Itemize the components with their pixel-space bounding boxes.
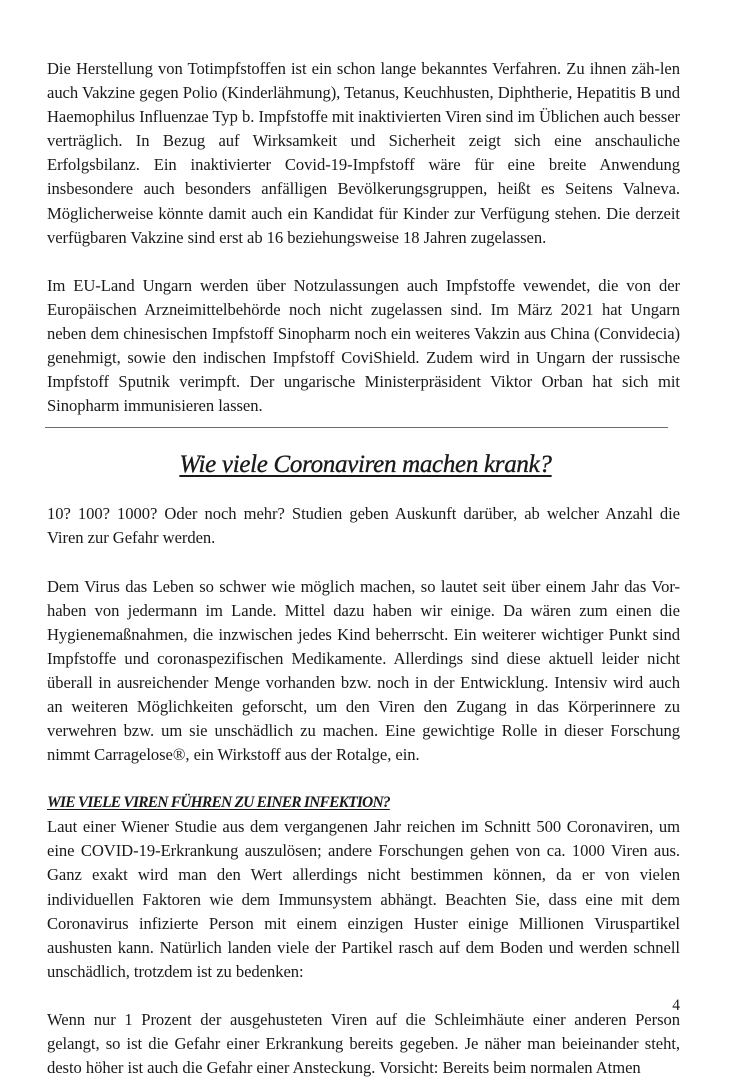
paragraph-totimpfstoffe: Die Herstellung von Totimpfstoffen ist ein schon lange bekanntes Verfahren. Zu ihnen zäh-len auch Vakzine gegen Polio (Kinderlähmung), Tetanus, Keuchhusten, Diphtherie, Hepatitis B und Haemophilus Influenzae Typ b. Impfstoffe mit inaktivierten Viren sind im Üblichen auch besser verträglich. In Bezug auf Wirksamkeit und Sicherheit zeigt sich eine anschauliche Erfolgsbilanz. Ein inaktivierter Covid-19-Impfstoff wäre für eine breite Anwendung insbesondere auch besonders anfälligen Bevölkerungsgruppen, heißt es Seitens Valneva. Möglicherweise könnte damit auch ein Kandidat für Kinder zur Verfügung stehen. Die derzeit verfügbaren Vakzine sind erst ab 16 beziehungsweise 18 Jahren zugelassen.	[47, 59, 680, 247]
paragraph-gap	[47, 767, 680, 791]
spacer	[47, 428, 680, 450]
paragraph-intro-question: 10? 100? 1000? Oder noch mehr? Studien geben Auskunft darüber, ab welcher Anzahl die Viren zur Gefahr werden.	[47, 504, 680, 548]
paragraph-ungarn: Im EU-Land Ungarn werden über Notzulassungen auch Impfstoffe vewendet, die von der Europäischen Arzneimittelbehörde noch nicht zugelassen sind. Im März 2021 hat Ungarn neben dem chinesischen Impfstoff Sinopharm noch ein weiteres Vakzin aus China (Convidecia) genehmigt, sowie den indischen Impfstoff CoviShield. Zudem wird in Ungarn der russische Impfstoff Sputnik verimpft. Der ungarische Ministerpräsident Viktor Orban hat sich mit Sinopharm immunisieren lassen.	[47, 275, 680, 416]
paragraph-wiener-studie: Laut einer Wiener Studie aus dem vergangenen Jahr reichen im Schnitt 500 Coronaviren, um eine COVID-19-Erkrankung auszulösen; andere Forschungen gehen von ca. 1000 Viren aus. Ganz exakt wird man den Wert allerdings nicht bestimmen können, da er von vielen individuellen Faktoren wie dem Immunsystem abhängt. Beachten Sie, dass eine mit dem Coronavirus infizierte Person mit einem einzigen Huster einige Millionen Viruspartikel aushusten kann. Natürlich landen viele der Partikel rasch auf dem Boden und werden schnell unschädlich, trotzdem ist zu bedenken:	[47, 817, 680, 981]
section-title: Wie viele Coronaviren machen krank?	[179, 451, 552, 479]
paragraph-gap	[47, 984, 680, 1008]
paragraph-virus-leben: Dem Virus das Leben so schwer wie möglich machen, so lautet seit über einem Jahr das Vor-haben von jedermann im Lande. Mittel dazu haben wir einige. Da wären zum einen die Hygienemaßnahmen, die inzwischen jedes Kind beherrscht. Ein weiterer wichtiger Punkt sind Impfstoffe und coronaspezifischen Medikamente. Allerdings sind diese aktuell leider nicht überall in ausreichender Menge vorhanden bzw. noch in der Entwicklung. Intensiv wird auch an weiteren Möglichkeiten geforscht, um den Viren den Zugang in das Körperinnere zu verwehren bzw. um sie unschädlich zu machen. Eine gewichtige Rolle in dieser Forschung nimmt Carragelose®, ein Wirkstoff aus der Rotalge, ein.	[47, 576, 680, 765]
paragraph-gap	[47, 551, 680, 575]
document-page	[47, 57, 680, 1080]
spacer	[47, 480, 680, 502]
paragraph-ein-prozent: Wenn nur 1 Prozent der ausgehusteten Viren auf die Schleimhäute einer anderen Person gelangt, so ist die Gefahr einer Erkrankung bereits gegeben. Je näher man beieinander steht, desto höher ist auch die Gefahr einer Ansteckung. Vorsicht: Bereits beim normalen Atmen	[47, 1009, 680, 1078]
page-number: 4	[672, 997, 680, 1014]
subheading-infektion: WIE VIELE VIREN FÜHREN ZU EINER INFEKTION?	[47, 794, 390, 812]
paragraph-gap	[47, 250, 680, 274]
